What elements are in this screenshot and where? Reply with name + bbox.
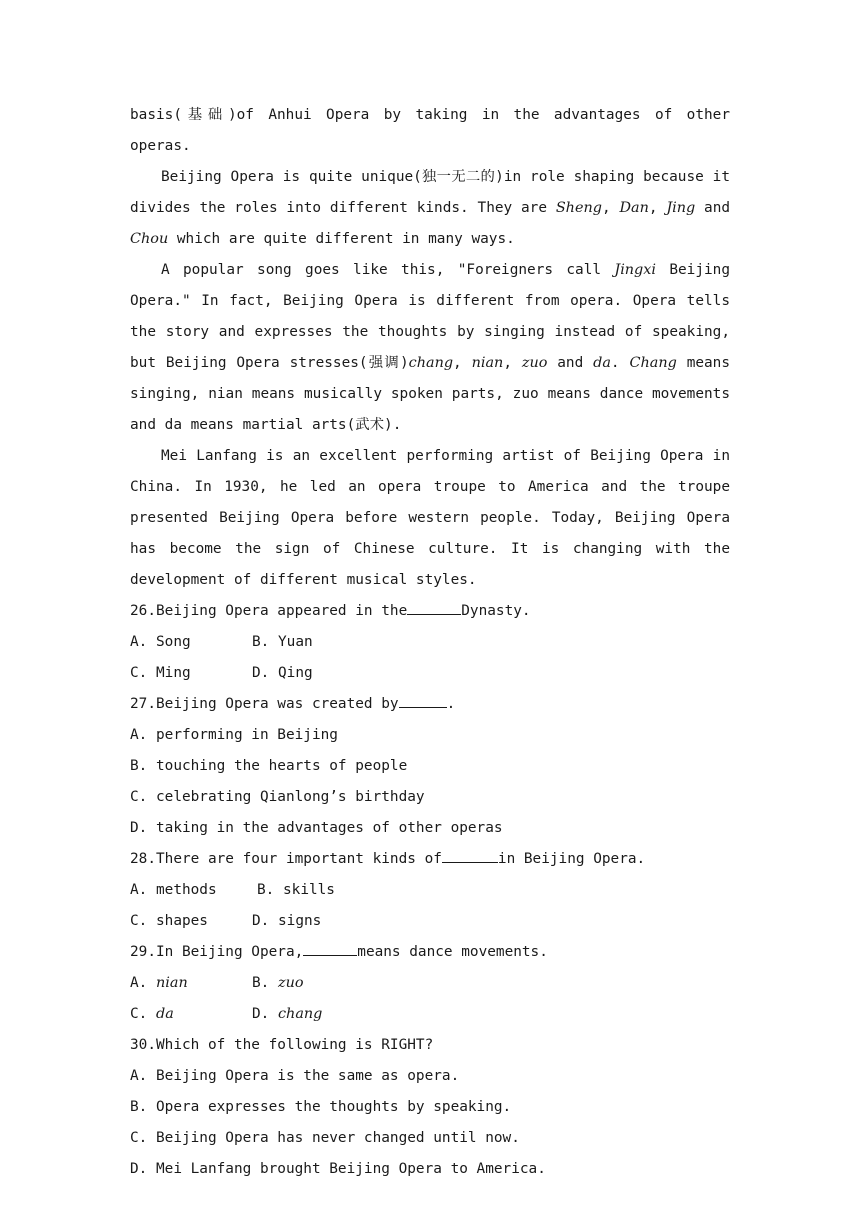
option-d[interactable]: D. taking in the advantages of other operas <box>130 820 503 836</box>
option-b[interactable]: B. Opera expresses the thoughts by speaking. <box>130 1099 512 1115</box>
passage-text: A popular song goes like this, "Foreigners call <box>161 262 615 278</box>
options-row <box>130 968 730 999</box>
question-28 <box>130 844 730 875</box>
option-b[interactable]: B. zuo <box>252 975 304 991</box>
role-term: Jing <box>666 200 696 216</box>
answer-blank[interactable] <box>399 693 447 708</box>
skill-term: Chang <box>629 355 677 371</box>
option-b[interactable]: B. Yuan <box>252 634 313 650</box>
skill-term: zuo <box>521 355 548 371</box>
document-page <box>130 100 730 1185</box>
option-a[interactable]: A. performing in Beijing <box>130 727 338 743</box>
passage-paragraph-3: Mei Lanfang is an excellent performing artist of Beijing Opera in China. In 1930, he led an opera troupe to America and the troupe presented Beijing Opera before western people. Today, Beijing Opera has become the sign of Chinese culture. It is changing with the development of different musical styles. <box>130 448 730 588</box>
option-a[interactable]: A. Beijing Opera is the same as opera. <box>130 1068 460 1084</box>
option-c[interactable]: C. Ming <box>130 665 191 681</box>
question-30: 30.Which of the following is RIGHT? <box>130 1037 434 1053</box>
skill-term: nian <box>471 355 504 371</box>
skill-term: da <box>593 355 611 371</box>
question-29 <box>130 937 730 968</box>
question-26 <box>130 596 730 627</box>
role-term: Chou <box>130 231 169 247</box>
options-row <box>130 627 730 658</box>
option-c[interactable]: C. shapes <box>130 913 208 929</box>
question-stem: 29.In Beijing Opera, <box>130 944 304 960</box>
passage-paragraph-2: A popular song goes like this, "Foreigners call Jingxi Beijing Opera." In fact, Beijing Opera is different from opera. Opera tells the story and expresses the thoughts by singing instead of speaking, but Beijing Opera stresses(强调)chang, nian, zuo and da. Chang means singing, nian means musically spoken parts, zuo means dance movements and da means martial arts(武术). <box>130 262 731 433</box>
option-a[interactable]: A. Song <box>130 634 191 650</box>
skill-term: chang <box>408 355 454 371</box>
options-row <box>130 906 730 937</box>
question-stem: . <box>446 696 456 712</box>
role-term: Sheng <box>555 200 602 216</box>
question-stem: 26.Beijing Opera appeared in the <box>130 603 408 619</box>
passage-text: means singing, nian means musically spoken parts, zuo means dance movements and da means martial arts(武术). <box>130 355 731 433</box>
passage-paragraph-1: Beijing Opera is quite unique(独一无二的)in role shaping because it divides the roles into different kinds. They are Sheng, Dan, Jing and Chou which are quite different in many ways. <box>130 169 731 247</box>
question-stem: 28.There are four important kinds of <box>130 851 442 867</box>
answer-blank[interactable] <box>442 848 498 863</box>
option-d[interactable]: D. chang <box>252 1006 323 1022</box>
option-d[interactable]: D. Mei Lanfang brought Beijing Opera to America. <box>130 1161 546 1177</box>
option-b[interactable]: B. skills <box>257 882 335 898</box>
jingxi-term: Jingxi <box>614 262 656 278</box>
options-row <box>130 658 730 689</box>
role-term: Dan <box>619 200 649 216</box>
option-a[interactable]: A. methods <box>130 882 217 898</box>
question-stem: 27.Beijing Opera was created by <box>130 696 399 712</box>
option-a[interactable]: A. nian <box>130 975 188 991</box>
option-b[interactable]: B. touching the hearts of people <box>130 758 408 774</box>
passage-paragraph-0: basis(基础)of Anhui Opera by taking in the advantages of other operas. <box>130 107 730 154</box>
answer-blank[interactable] <box>303 941 357 956</box>
question-stem: Dynasty. <box>461 603 531 619</box>
question-27 <box>130 689 730 720</box>
options-row <box>130 875 730 906</box>
option-c[interactable]: C. celebrating Qianlong’s birthday <box>130 789 425 805</box>
option-c[interactable]: C. Beijing Opera has never changed until now. <box>130 1130 520 1146</box>
passage-text: Beijing Opera." In fact, Beijing Opera is different from opera. Opera tells the story and expresses the thoughts by singing instead of speaking, but Beijing Opera stresses(强调) <box>130 262 731 371</box>
question-stem: in Beijing Opera. <box>497 851 646 867</box>
option-d[interactable]: D. Qing <box>252 665 313 681</box>
question-stem: means dance movements. <box>357 944 548 960</box>
passage-text: which are quite different in many ways. <box>168 231 515 247</box>
option-c[interactable]: C. da <box>130 1006 174 1022</box>
option-d[interactable]: D. signs <box>252 913 322 929</box>
options-row <box>130 999 730 1030</box>
answer-blank[interactable] <box>407 600 461 615</box>
passage-text: Beijing Opera is quite unique(独一无二的)in role shaping because it divides the roles into different kinds. They are <box>130 169 730 216</box>
